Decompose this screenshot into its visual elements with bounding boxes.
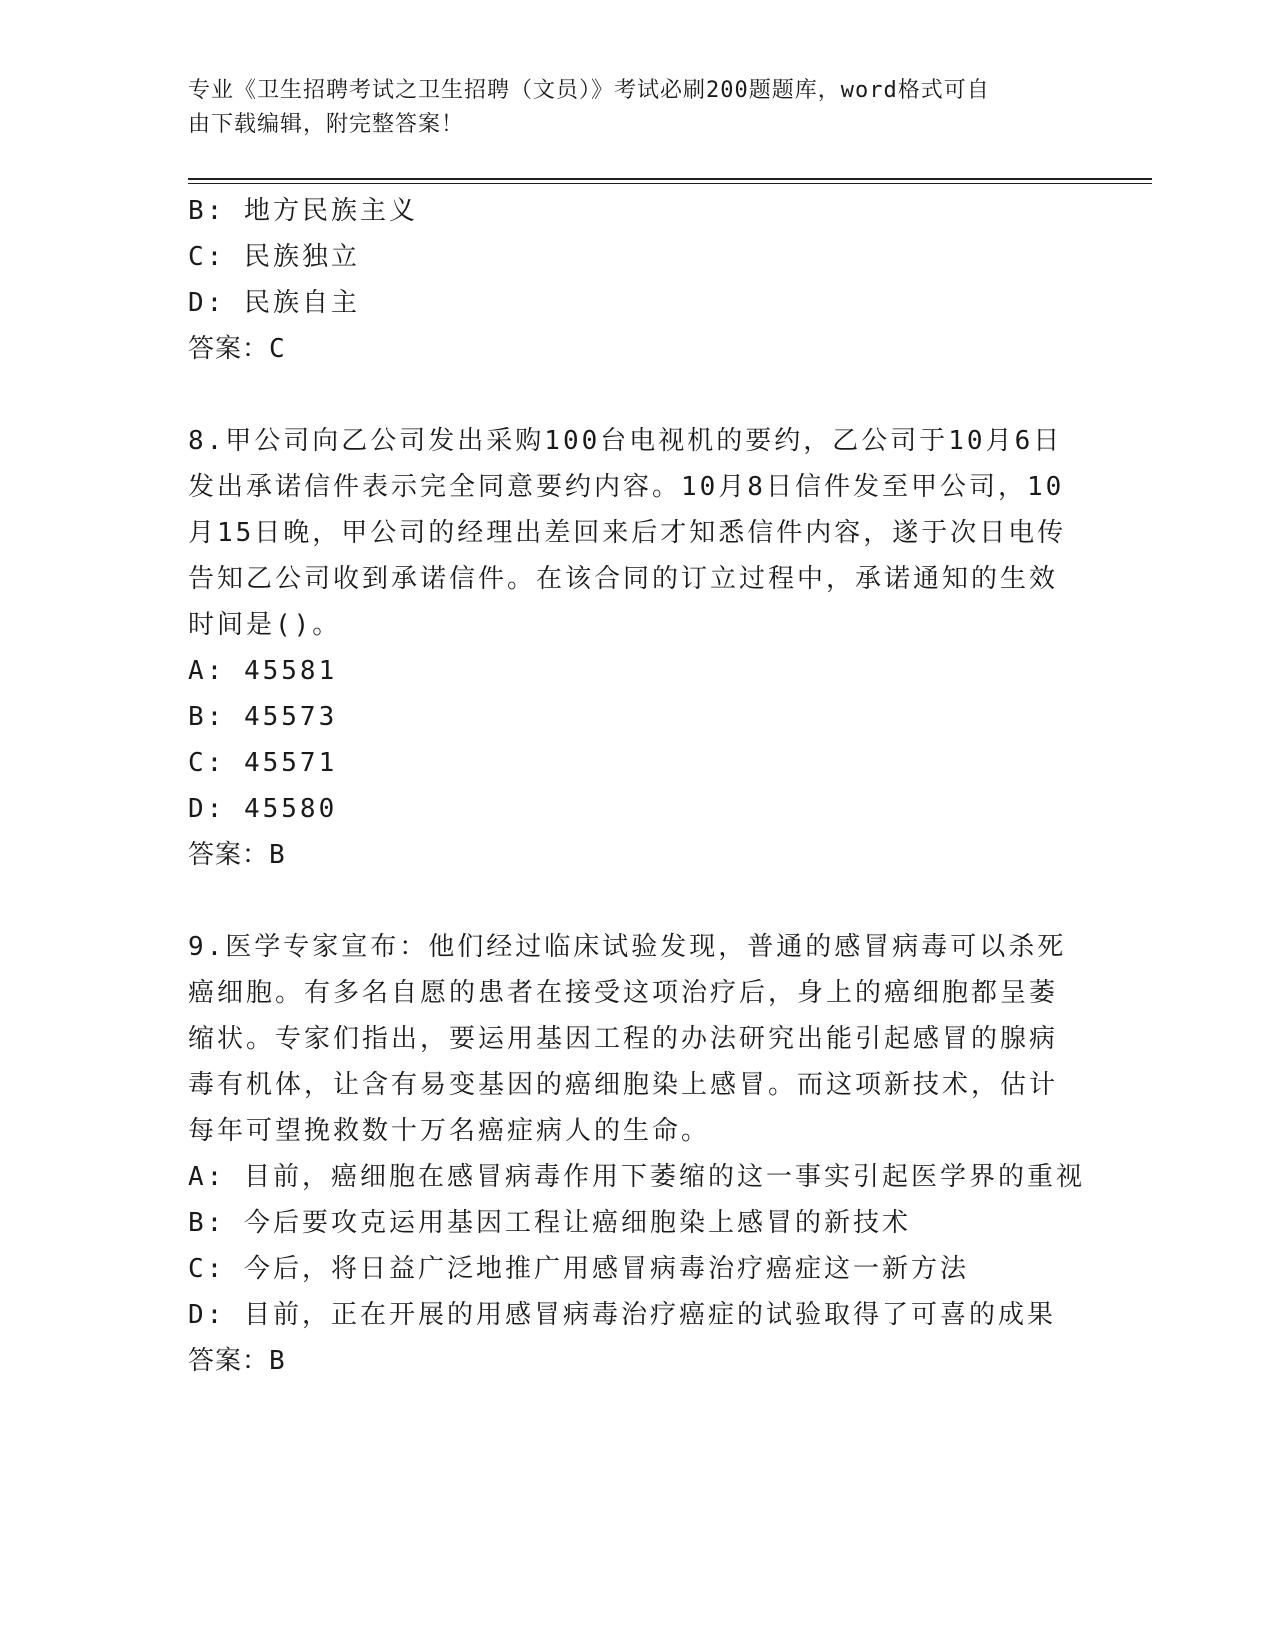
question-stem (188, 924, 1067, 1154)
answer-label: 答案： (188, 1346, 270, 1376)
option-c: C: 今后，将日益广泛地推广用感冒病毒治疗癌症这一新方法 (188, 1254, 969, 1284)
question-9 (188, 924, 1088, 1384)
answer-line (188, 326, 1088, 372)
answer-label: 答案： (188, 334, 270, 364)
stem-line: 癌细胞。有多名自愿的患者在接受这项治疗后，身上的癌细胞都呈萎 (188, 978, 1059, 1008)
page-header (188, 74, 1068, 142)
option-c: C: 民族独立 (188, 242, 360, 272)
option-b: B: 今后要攻克运用基因工程让癌细胞染上感冒的新技术 (188, 1208, 911, 1238)
stem-line: 毒有机体，让含有易变基因的癌细胞染上感冒。而这项新技术，估计 (188, 1070, 1059, 1100)
question-stem (188, 418, 1067, 648)
stem-line: 告知乙公司收到承诺信件。在该合同的订立过程中，承诺通知的生效 (188, 564, 1059, 594)
stem-line: 8.甲公司向乙公司发出采购100台电视机的要约，乙公司于10月6日 (188, 426, 1063, 456)
header-line-2: 由下载编辑，附完整答案！ (188, 112, 465, 137)
answer-value: C (269, 334, 286, 364)
option-d: D: 民族自主 (188, 288, 360, 318)
prev-question (188, 188, 1088, 372)
stem-line: 缩状。专家们指出，要运用基因工程的办法研究出能引起感冒的腺病 (188, 1024, 1059, 1054)
option-d: D: 目前，正在开展的用感冒病毒治疗癌症的试验取得了可喜的成果 (188, 1300, 1056, 1330)
header-divider (188, 178, 1152, 184)
option-c: C: 45571 (188, 748, 338, 778)
stem-line: 9.医学专家宣布：他们经过临床试验发现，普通的感冒病毒可以杀死 (188, 932, 1067, 962)
answer-value: B (269, 1346, 286, 1376)
answer-value: B (269, 840, 286, 870)
answer-label: 答案： (188, 840, 270, 870)
answer-line (188, 832, 1088, 878)
stem-line: 每年可望挽救数十万名癌症病人的生命。 (188, 1116, 711, 1146)
option-d: D: 45580 (188, 794, 338, 824)
header-line-1: 专业《卫生招聘考试之卫生招聘（文员）》考试必刷200题题库，word格式可自 (188, 78, 990, 103)
stem-line: 时间是()。 (188, 610, 342, 640)
stem-line: 发出承诺信件表示完全同意要约内容。10月8日信件发至甲公司，10 (188, 472, 1065, 502)
option-b: B: 45573 (188, 702, 338, 732)
option-b: B: 地方民族主义 (188, 196, 418, 226)
option-a: A: 45581 (188, 656, 338, 686)
answer-line (188, 1338, 1088, 1384)
question-8 (188, 418, 1088, 878)
stem-line: 月15日晚，甲公司的经理出差回来后才知悉信件内容，遂于次日电传 (188, 518, 1067, 548)
document-body (188, 188, 1088, 1384)
option-a: A: 目前，癌细胞在感冒病毒作用下萎缩的这一事实引起医学界的重视 (188, 1162, 1085, 1192)
